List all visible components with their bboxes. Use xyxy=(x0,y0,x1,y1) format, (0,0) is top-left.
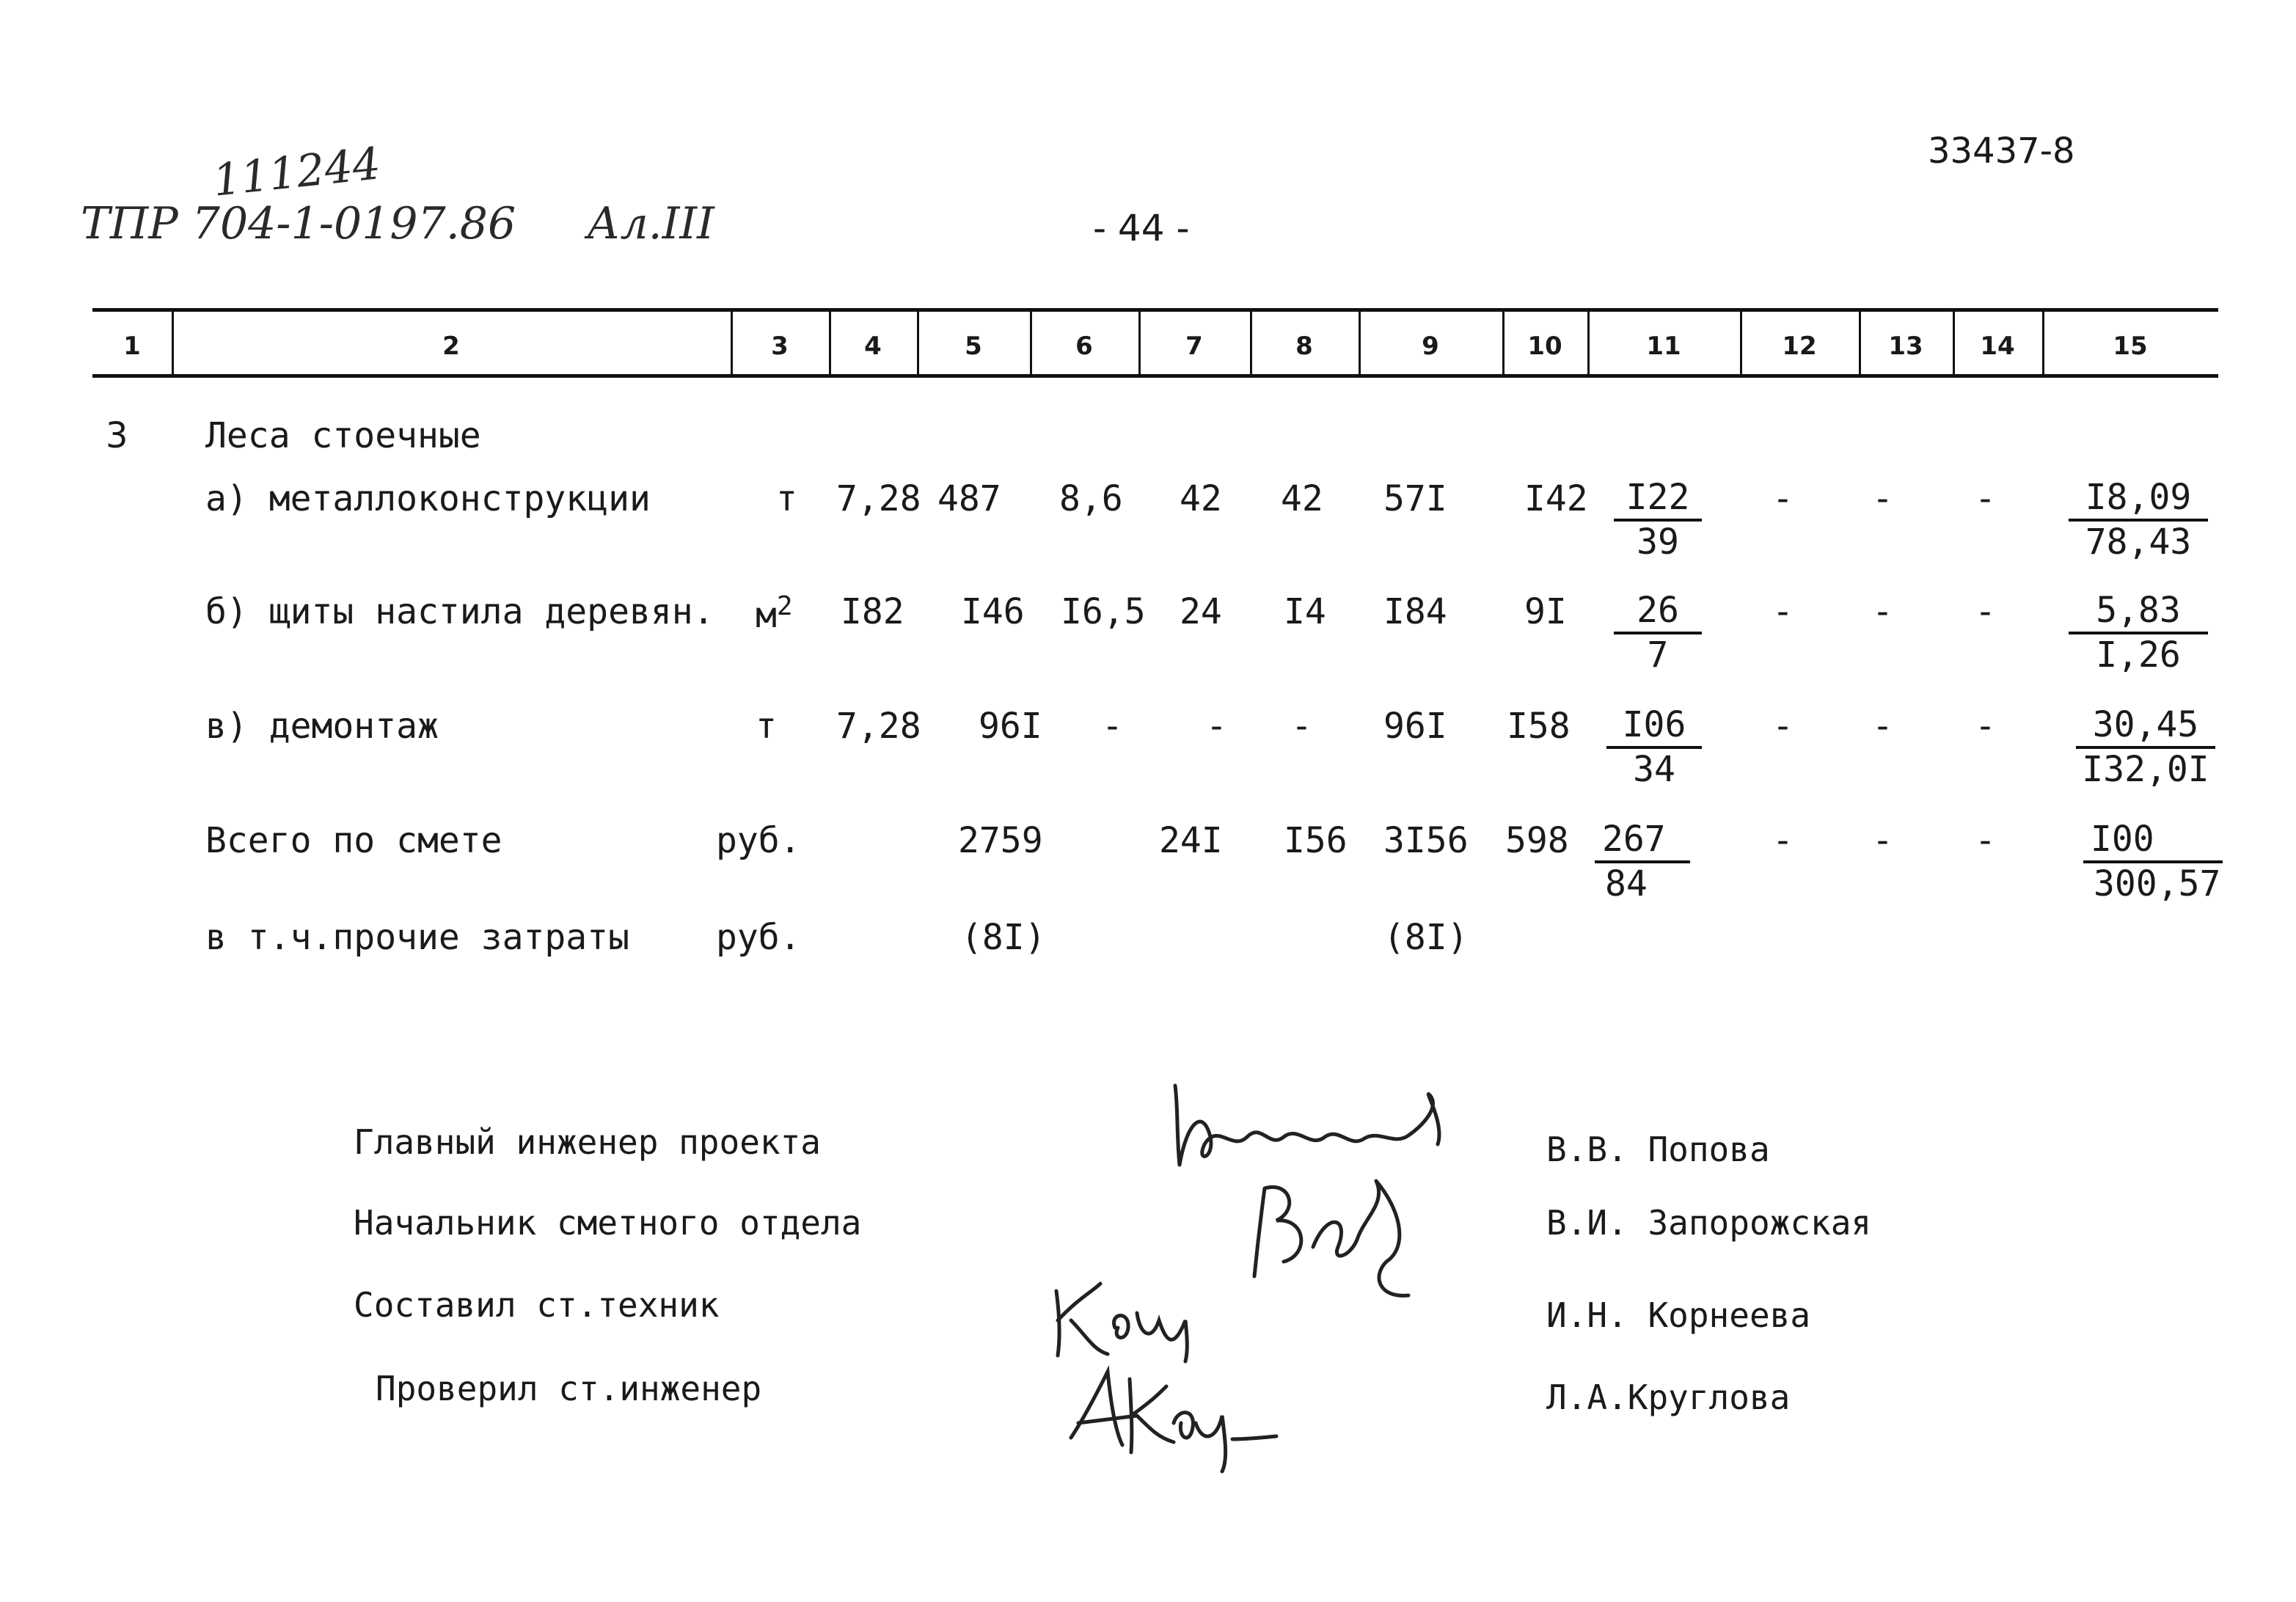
signature-nachalnik-otdela xyxy=(1240,1166,1430,1313)
unit: т xyxy=(776,478,797,519)
column-number: 2 xyxy=(442,332,460,361)
signatory-role: Проверил ст.инженер xyxy=(376,1369,762,1408)
cell-col15-fraction xyxy=(2076,706,2215,789)
cell-col9: (8I) xyxy=(1383,917,1469,958)
cell-col13: - xyxy=(1872,591,1893,632)
handwritten-number: 111244 xyxy=(210,138,384,207)
cell-col7: 24 xyxy=(1180,591,1222,632)
column-number: 1 xyxy=(123,332,141,361)
row-label: Всего по смете xyxy=(205,820,502,861)
cell-col5: I46 xyxy=(961,591,1025,632)
cell-col6: I6,5 xyxy=(1061,591,1146,632)
column-number: 8 xyxy=(1295,332,1313,361)
cell-col13: - xyxy=(1872,478,1893,519)
signature-glavny-inzhener xyxy=(1166,1078,1460,1181)
cell-col12: - xyxy=(1772,820,1794,861)
cell-col14: - xyxy=(1975,820,1996,861)
column-number: 11 xyxy=(1646,332,1681,361)
row-label: в т.ч.прочие затраты xyxy=(205,917,629,958)
cell-col15-fraction xyxy=(2069,478,2208,562)
fraction-numerator: 30,45 xyxy=(2076,706,2215,749)
section-number: 3 xyxy=(106,415,128,456)
cell-col10: I58 xyxy=(1507,706,1571,747)
fraction-numerator: I00 xyxy=(2083,820,2223,863)
cell-col5: 2759 xyxy=(958,820,1043,861)
fraction-denominator: 34 xyxy=(1633,748,1675,790)
cell-col15-fraction xyxy=(2069,591,2208,675)
column-number: 6 xyxy=(1075,332,1093,361)
signature-proveril xyxy=(1049,1357,1284,1474)
signatory-name: В.И. Запорожская xyxy=(1546,1203,1872,1243)
cell-col11-fraction xyxy=(1614,591,1702,675)
cell-col14: - xyxy=(1975,706,1996,747)
fraction-denominator: I32,0I xyxy=(2082,748,2209,790)
fraction-denominator: 78,43 xyxy=(2085,521,2192,563)
column-number: 15 xyxy=(2113,332,2148,361)
cell-col10: I42 xyxy=(1524,478,1588,519)
row-label: а) металлоконструкции xyxy=(205,478,651,519)
cell-col12: - xyxy=(1772,478,1794,519)
table-top-rule xyxy=(92,308,2218,312)
signatory-role: Начальник сметного отдела xyxy=(354,1203,862,1243)
fraction-denominator: 300,57 xyxy=(2094,863,2221,904)
column-number: 14 xyxy=(1980,332,2015,361)
cell-col15-fraction xyxy=(2083,820,2223,904)
cell-col12: - xyxy=(1772,591,1794,632)
cell-col7: 24I xyxy=(1159,820,1223,861)
cell-col4: 7,28 xyxy=(836,478,921,519)
cell-col12: - xyxy=(1772,706,1794,747)
fraction-denominator: I,26 xyxy=(2096,634,2181,676)
cell-col11-fraction xyxy=(1595,820,1690,904)
column-number: 5 xyxy=(965,332,982,361)
cell-col13: - xyxy=(1872,820,1893,861)
cell-col10: 598 xyxy=(1505,820,1569,861)
signatory-role: Составил ст.техник xyxy=(354,1285,720,1325)
handwritten-reference: ТПР 704-1-0197.86 xyxy=(81,198,516,249)
row-label: б) щиты настила деревян. xyxy=(205,591,714,632)
cell-col8: - xyxy=(1291,706,1312,747)
cell-col13: - xyxy=(1872,706,1893,747)
cell-col4: I82 xyxy=(841,591,904,632)
cell-col14: - xyxy=(1975,591,1996,632)
unit xyxy=(756,591,793,636)
column-number: 3 xyxy=(771,332,789,361)
fraction-numerator: I8,09 xyxy=(2069,478,2208,522)
column-number: 7 xyxy=(1185,332,1203,361)
unit-base: м xyxy=(756,595,777,636)
unit: руб. xyxy=(716,917,801,958)
cell-col9: I84 xyxy=(1383,591,1447,632)
cell-col5: 487 xyxy=(937,478,1001,519)
cell-col9: 96I xyxy=(1383,706,1447,747)
cell-col8: I56 xyxy=(1284,820,1348,861)
handwritten-album: Ал.III xyxy=(587,198,714,249)
fraction-numerator: I06 xyxy=(1606,706,1702,749)
cell-col6: - xyxy=(1102,706,1123,747)
column-number: 10 xyxy=(1527,332,1562,361)
cell-col9: 3I56 xyxy=(1383,820,1469,861)
cell-col7: 42 xyxy=(1180,478,1222,519)
cell-col8: I4 xyxy=(1284,591,1326,632)
unit: т xyxy=(756,706,777,747)
column-number: 9 xyxy=(1422,332,1439,361)
section-title: Леса стоечные xyxy=(205,415,481,456)
signature-sostavil xyxy=(1042,1269,1203,1364)
cell-col11-fraction xyxy=(1606,706,1702,789)
cell-col8: 42 xyxy=(1281,478,1323,519)
column-number: 13 xyxy=(1888,332,1923,361)
page-number: - 44 - xyxy=(1093,207,1190,249)
cell-col5: 96I xyxy=(979,706,1042,747)
fraction-numerator: 26 xyxy=(1614,591,1702,634)
fraction-numerator: 267 xyxy=(1595,820,1690,863)
unit: руб. xyxy=(716,820,801,861)
table-header-bottom-rule xyxy=(92,374,2218,378)
cell-col9: 57I xyxy=(1383,478,1447,519)
fraction-denominator: 7 xyxy=(1647,634,1669,676)
signatory-name: Л.А.Круглова xyxy=(1546,1378,1791,1417)
signatory-name: И.Н. Корнеева xyxy=(1546,1295,1811,1335)
fraction-denominator: 84 xyxy=(1605,863,1648,904)
cell-col6: 8,6 xyxy=(1059,478,1123,519)
signatory-name: В.В. Попова xyxy=(1546,1130,1770,1169)
row-label: в) демонтаж xyxy=(205,706,439,747)
document-code: 33437-8 xyxy=(1928,131,2075,172)
signatory-role: Главный инженер проекта xyxy=(354,1122,821,1162)
cell-col11-fraction xyxy=(1614,478,1702,562)
cell-col10: 9I xyxy=(1524,591,1567,632)
cell-col14: - xyxy=(1975,478,1996,519)
cell-col4: 7,28 xyxy=(836,706,921,747)
column-number: 4 xyxy=(864,332,882,361)
cell-col5: (8I) xyxy=(961,917,1046,958)
cell-col7: - xyxy=(1206,706,1227,747)
column-number: 12 xyxy=(1782,332,1817,361)
fraction-numerator: I22 xyxy=(1614,478,1702,522)
fraction-denominator: 39 xyxy=(1637,521,1679,563)
fraction-numerator: 5,83 xyxy=(2069,591,2208,634)
unit-superscript: 2 xyxy=(776,591,793,621)
